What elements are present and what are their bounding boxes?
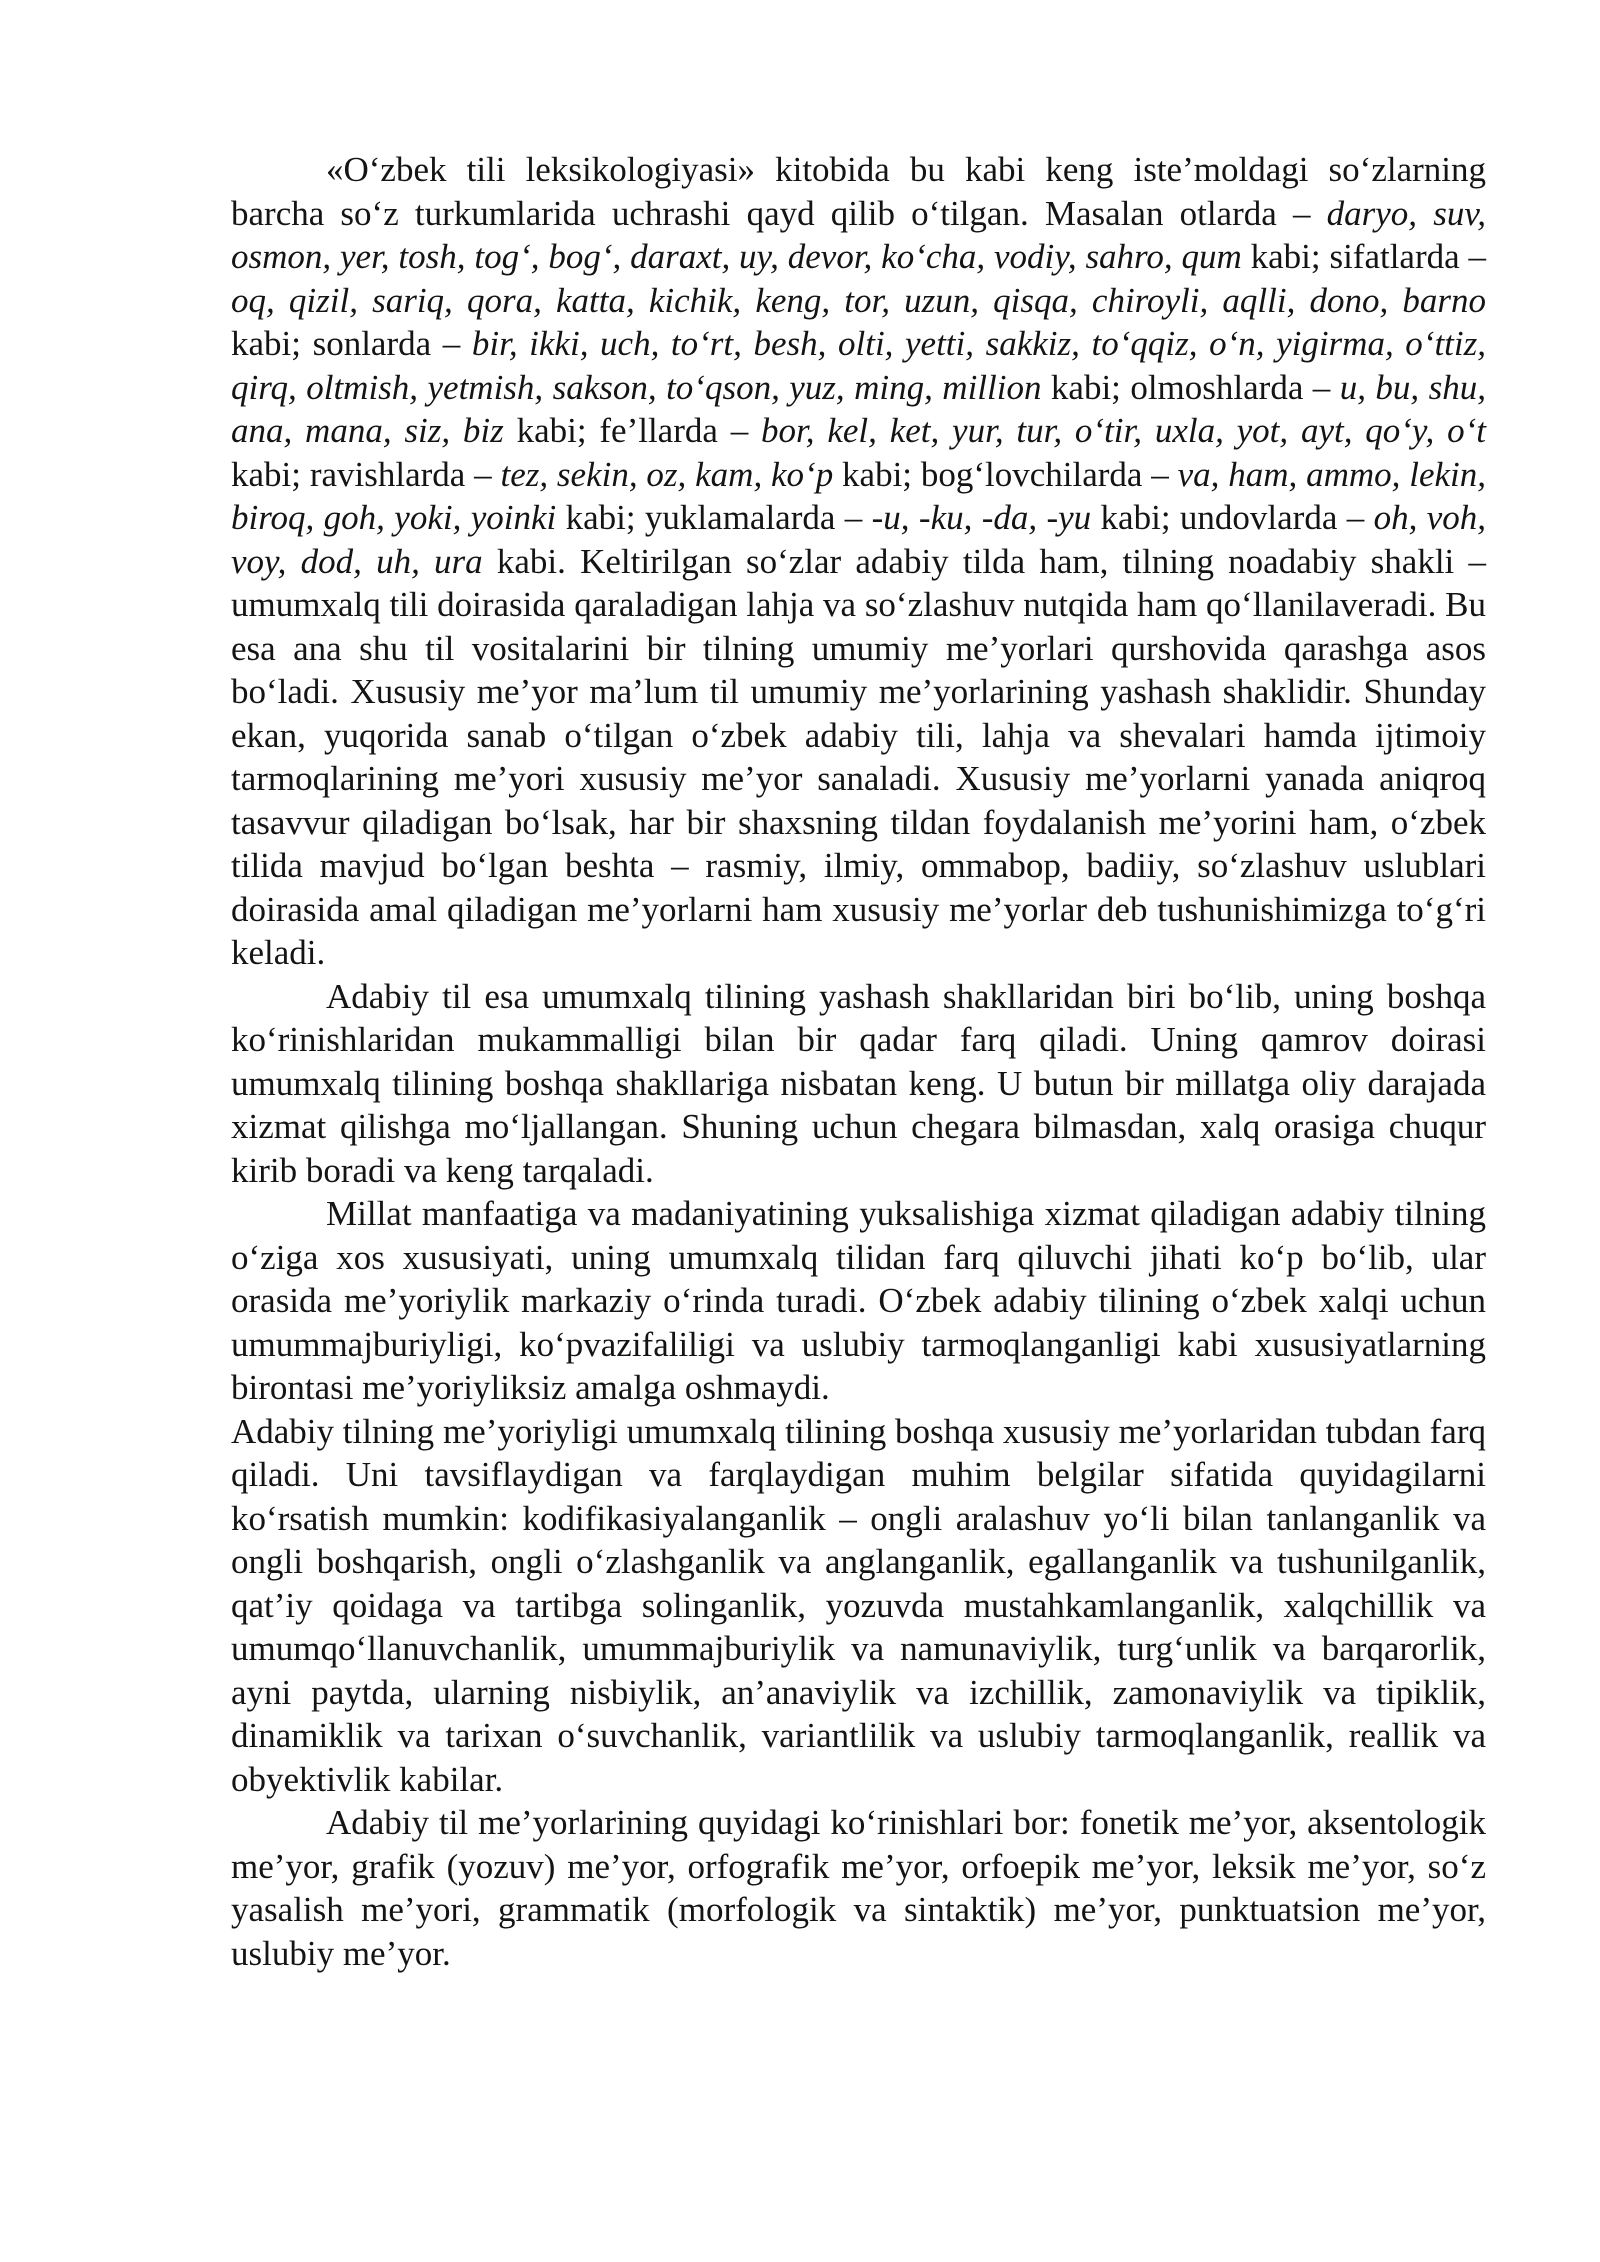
italic-example-words: u, bu, shu, ana, mana, siz, biz [231, 367, 1486, 450]
paragraph-text: Adabiy tilning me’yoriyligi umumxalq tilining boshqa xususiy me’yorlaridan tubdan farq qiladi. Uni tavsiflaydigan va farqlaydigan muhim belgilar sifatida quyidagilarni ko‘rsatish mumkin: kodifikasiyalanganlik – ongli aralashuv yo‘li bilan tanlanganlik va ongli boshqarish, ongli o‘zlashganlik va anglanganlik, egallanganlik va tushunilganlik, qat’iy qoidaga va tartibga solinganlik, yozuvda mustahkamlanganlik, xalqchillik va umumqo‘llanuvchanlik, umummajburiylik va namunaviylik, turg‘unlik va barqarorlik, ayni paytda, ularning nisbiylik, an’anaviylik va izchillik, zamonaviylik va tipiklik, dinamiklik va tarixan o‘suvchanlik, variantlilik va uslubiy tarmoqlanganlik, reallik va obyektivlik kabilar. [231, 1411, 1486, 1799]
paragraph-text: kabi. Keltirilgan so‘zlar adabiy tilda ham, tilning noadabiy shakli – umumxalq tili doirasida qaraladigan lahja va so‘zlashuv nutqida ham qo‘llanilaveradi. Bu esa ana shu til vositalarini bir tilning umumiy me’yorlari qurshovida qarashga asos bo‘ladi. Xususiy me’yor ma’lum til umumiy me’yorlarining yashash shaklidir. Shunday ekan, yuqorida sanab o‘tilgan o‘zbek adabiy tili, lahja va shevalari hamda ijtimoiy tarmoqlarining me’yori xususiy me’yor sanaladi. Xususiy me’yorlarni yanada aniqroq tasavvur qiladigan bo‘lsak, har bir shaxsning tildan foydalanish me’yorini ham, o‘zbek tilida mavjud bo‘lgan beshta – rasmiy, ilmiy, ommabop, badiiy, so‘zlashuv uslublari doirasida amal qiladigan me’yorlarni ham xususiy me’yorlar deb tushunishimizga to‘g‘ri keladi. [231, 541, 1486, 972]
paragraph-text: kabi; ravishlarda – [231, 454, 501, 494]
paragraph-text: kabi; sonlarda – [231, 324, 472, 363]
paragraph-4 [231, 1410, 1486, 1802]
paragraph-text: kabi; fe’llarda – [503, 411, 762, 450]
paragraph-text: kabi; olmoshlarda – [1041, 367, 1340, 407]
paragraph-text: kabi; sifatlarda – [1241, 237, 1486, 276]
italic-example-words: bor, kel, ket, yur, tur, o‘tir, uxla, yot, ayt, qo‘y, o‘t [761, 411, 1486, 450]
paragraph-text: kabi; yuklamalarda – [556, 498, 872, 537]
paragraph-3 [231, 1192, 1486, 1410]
paragraph-text: Adabiy til me’yorlarining quyidagi ko‘rinishlari bor: fonetik me’yor, aksentologik me’yor, grafik (yozuv) me’yor, orfografik me’yor, orfoepik me’yor, leksik me’yor, so‘z yasalish me’yori, grammatik (morfologik va sintaktik) me’yor, punktuatsion me’yor, uslubiy me’yor. [231, 1803, 1486, 1973]
italic-example-words: va, ham, ammo, lekin, biroq, goh, yoki, yoinki [231, 454, 1486, 537]
document-page [231, 148, 1486, 1975]
italic-example-words: -u, -ku, -da, -yu [871, 498, 1092, 537]
paragraph-text: Adabiy til esa umumxalq tilining yashash shakllaridan biri bo‘lib, uning boshqa ko‘rinishlaridan mukammalligi bilan bir qadar farq qiladi. Uning qamrov doirasi umumxalq tilining boshqa shakllariga nisbatan keng. U butun bir millatga oliy darajada xizmat qilishga mo‘ljallangan. Shuning uchun chegara bilmasdan, xalq orasiga chuqur kirib boradi va keng tarqaladi. [231, 976, 1486, 1190]
italic-example-words: oh, voh, voy, dod, uh, ura [231, 498, 1486, 581]
paragraph-text: «O‘zbek tili leksikologiyasi» kitobida bu kabi keng iste’moldagi so‘zlarning barcha so‘z turkumlarida uchrashi qayd qilib o‘tilgan. Masalan otlarda – [231, 150, 1486, 233]
paragraph-2 [231, 975, 1486, 1193]
italic-example-words: tez, sekin, oz, kam, ko‘p [500, 454, 834, 494]
italic-example-words: bir, ikki, uch, to‘rt, besh, olti, yetti, sakkiz, to‘qqiz, o‘n, yigirma, o‘ttiz, qirq, oltmish, yetmish, sakson, to‘qson, yuz, ming, million [231, 324, 1486, 407]
paragraph-text: Millat manfaatiga va madaniyatining yuksalishiga xizmat qiladigan adabiy tilning o‘ziga xos xususiyati, uning umumxalq tilidan farq qiluvchi jihati ko‘p bo‘lib, ular orasida me’yoriylik markaziy o‘rinda turadi. O‘zbek adabiy tilining o‘zbek xalqi uchun umummajburiyligi, ko‘pvazifaliligi va uslubiy tarmoqlanganligi kabi xususiyatlarning birontasi me’yoriyliksiz amalga oshmaydi. [231, 1194, 1486, 1407]
paragraph-text: kabi; undovlarda – [1091, 498, 1374, 537]
italic-example-words: oq, qizil, sariq, qora, katta, kichik, keng, tor, uzun, qisqa, chiroyli, aqlli, dono, barno [231, 280, 1486, 320]
paragraph-5 [231, 1801, 1486, 1975]
paragraph-text: kabi; bog‘lovchilarda – [833, 454, 1178, 494]
paragraph-1 [231, 148, 1486, 975]
italic-example-words: daryo, suv, osmon, yer, tosh, tog‘, bog‘, daraxt, uy, devor, ko‘cha, vodiy, sahro, qum [231, 193, 1487, 276]
